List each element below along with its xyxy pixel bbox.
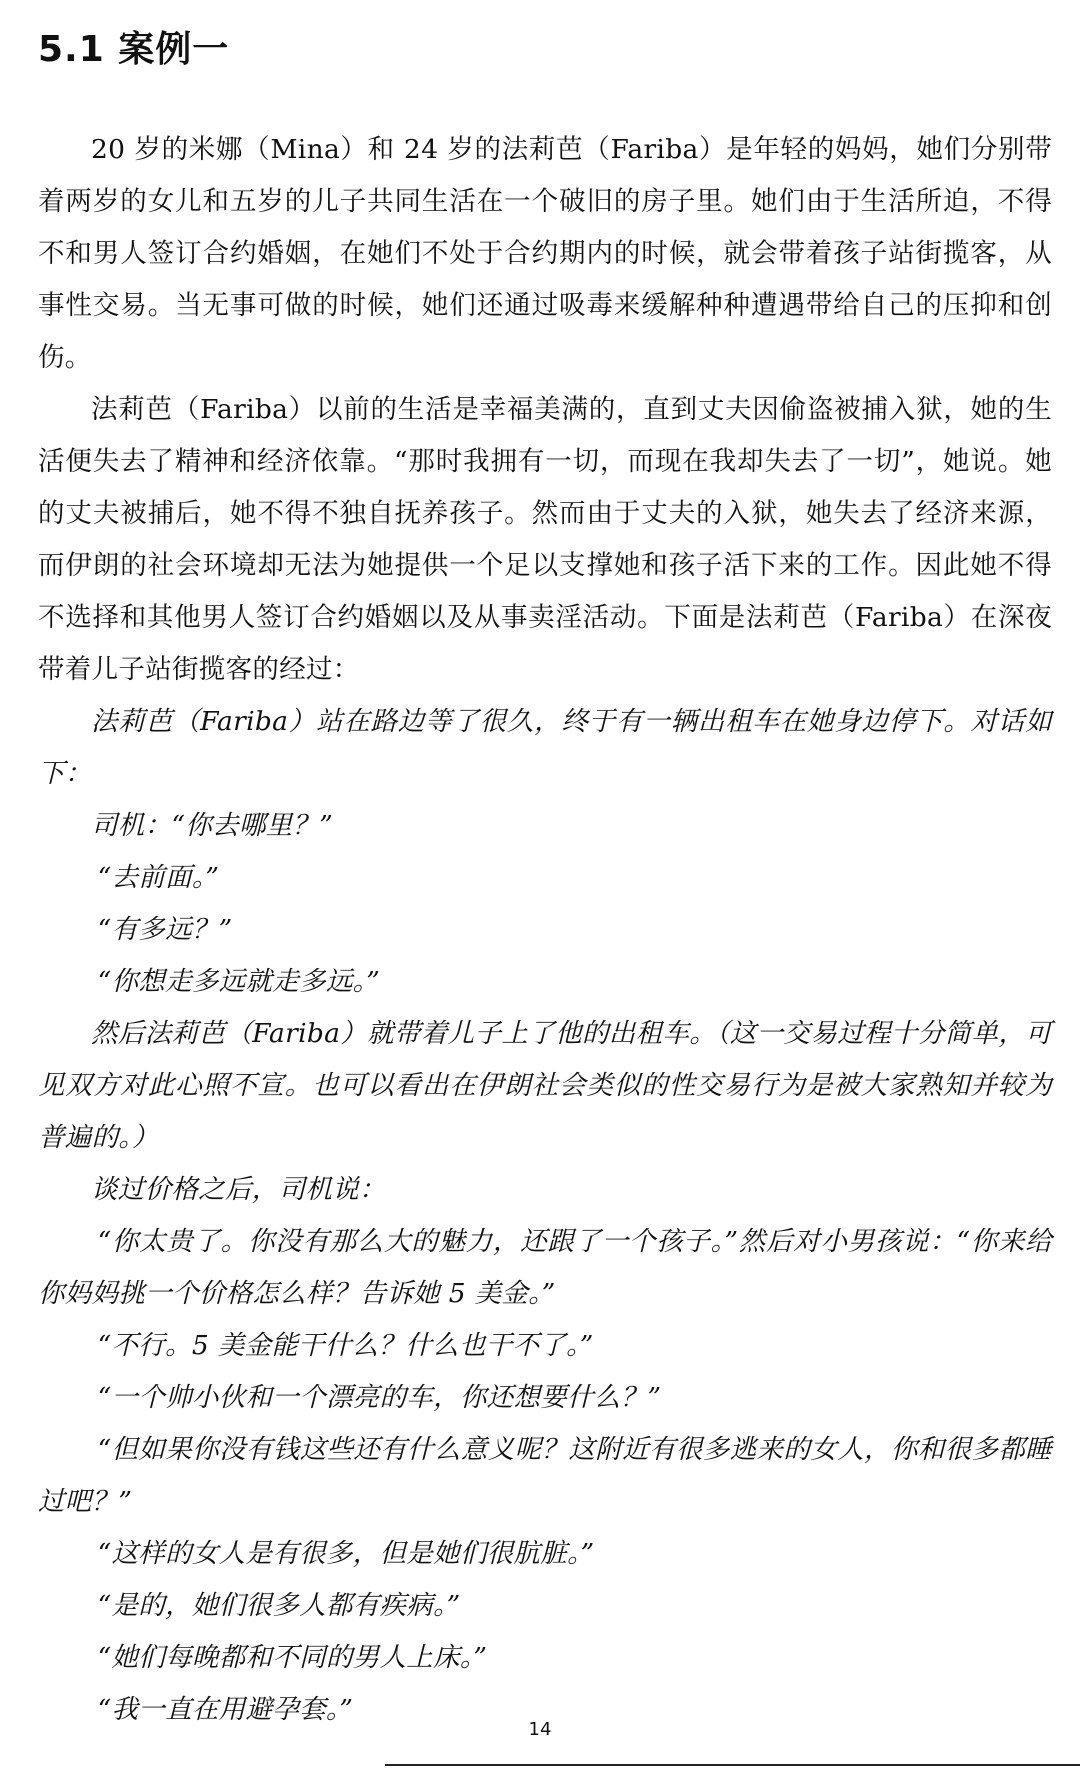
dialogue-line: “有多远？” <box>97 914 233 945</box>
page-number: 14 <box>528 1719 552 1740</box>
paragraph-intro: 20 岁的米娜（Mina）和 24 岁的法莉芭（Fariba）是年轻的妈妈，她们分别带着两岁的女儿和五岁的儿子共同生活在一个破旧的房子里。她们由于生活所迫，不得不和男人签订合约婚姻，在她们不处于合约期内的时候，就会带着孩子站街揽客，从事性交易。当无事可做的时候，她们还通过吸毒来缓解种种遭遇带给自己的压抑和创伤。 <box>38 134 1052 373</box>
dialogue-line: 司机：“你去哪里？” <box>91 810 334 841</box>
document-body <box>38 124 1052 1736</box>
dialogue-line: “不行。5 美金能干什么？什么也干不了。” <box>97 1330 594 1361</box>
dialogue-line: “我一直在用避孕套。” <box>97 1694 354 1725</box>
paragraph-taxi-scene: 法莉芭（Fariba）站在路边等了很久，终于有一辆出租车在她身边停下。对话如下： <box>38 706 1052 789</box>
paragraph-price-talk: 谈过价格之后，司机说： <box>91 1174 386 1205</box>
dialogue-line: “去前面。” <box>97 862 220 893</box>
dialogue-line: “一个帅小伙和一个漂亮的车，你还想要什么？” <box>97 1382 662 1413</box>
footer-rule <box>385 1764 1080 1766</box>
paragraph-background: 法莉芭（Fariba）以前的生活是幸福美满的，直到丈夫因偷盗被捕入狱，她的生活便失去了精神和经济依靠。“那时我拥有一切，而现在我却失去了一切”，她说。她的丈夫被捕后，她不得不独自抚养孩子。然而由于丈夫的入狱，她失去了经济来源，而伊朗的社会环境却无法为她提供一个足以支撑她和孩子活下来的工作。因此她不得不选择和其他男人签订合约婚姻以及从事卖淫活动。下面是法莉芭（Fariba）在深夜带着儿子站街揽客的经过： <box>38 394 1052 685</box>
paragraph-commentary: 然后法莉芭（Fariba）就带着儿子上了他的出租车。（这一交易过程十分简单，可见双方对此心照不宣。也可以看出在伊朗社会类似的性交易行为是被大家熟知并较为普遍的。） <box>38 1018 1052 1153</box>
dialogue-line: “但如果你没有钱这些还有什么意义呢？这附近有很多逃来的女人，你和很多都睡过吧？” <box>38 1434 1052 1517</box>
dialogue-line: “是的，她们很多人都有疾病。” <box>97 1590 461 1621</box>
section-heading: 5.1 案例一 <box>38 29 230 70</box>
dialogue-line: “她们每晚都和不同的男人上床。” <box>97 1642 488 1673</box>
dialogue-line: “这样的女人是有很多，但是她们很肮脏。” <box>97 1538 595 1569</box>
dialogue-line: “你太贵了。你没有那么大的魅力，还跟了一个孩子。”然后对小男孩说：“你来给你妈妈挑一个价格怎么样？告诉她 5 美金。” <box>38 1226 1052 1309</box>
dialogue-line: “你想走多远就走多远。” <box>97 966 381 997</box>
